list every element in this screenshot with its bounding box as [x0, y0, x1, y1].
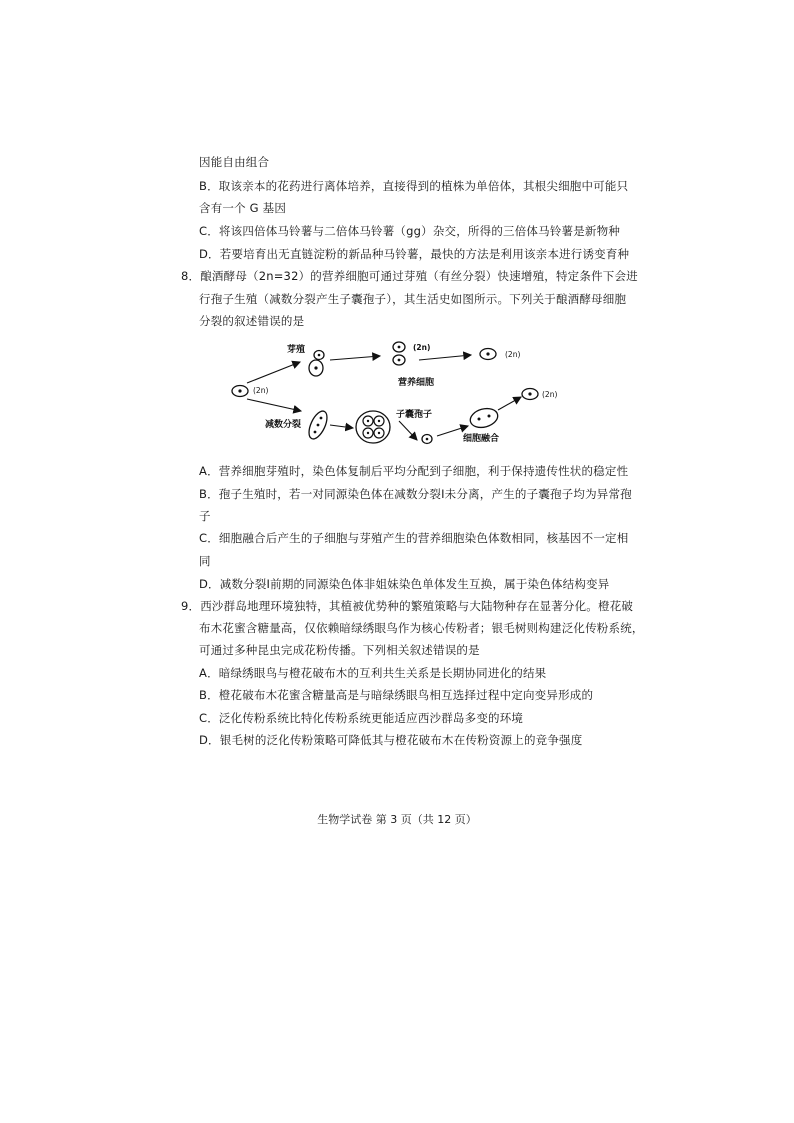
released-spores: [422, 435, 432, 444]
diploid-cell-end: [522, 389, 538, 400]
arrow-to-spores: [399, 421, 417, 440]
label-2n-next: (2n): [505, 350, 521, 359]
q9-option-c: C．泛化传粉系统比特化传粉系统更能适应西沙群岛多变的环境: [199, 711, 524, 725]
arrow-to-diploid-end: [498, 397, 521, 410]
vegetative-cell-next: [480, 349, 496, 360]
label-2n-vegetative: (2n): [413, 343, 431, 352]
arrow-vegetative-repeat: [419, 355, 471, 360]
q9-stem-line2: 布木花蜜含糖量高，仅依赖暗绿绣眼鸟作为核心传粉者；银毛树则构建泛化传粉系统，: [199, 621, 644, 635]
q8-option-b-line1: B．孢子生殖时，若一对同源染色体在减数分裂Ⅰ未分离，产生的子囊孢子均为异常孢: [199, 487, 632, 501]
q9-stem-line3: 可通过多种昆虫完成花粉传播。下列相关叙述错误的是: [199, 643, 480, 657]
diploid-cell-start: [232, 386, 248, 397]
arrow-to-vegetative: [330, 356, 380, 360]
q9-option-a: A．暗绿绣眼鸟与橙花破布木的互利共生关系是长期协同进化的结果: [199, 666, 547, 680]
label-2n-end: (2n): [542, 390, 558, 399]
q8-option-b-line2: 子: [199, 509, 211, 523]
q8-option-c-line2: 同: [199, 554, 211, 568]
q8-stem-line3: 分裂的叙述错误的是: [199, 314, 305, 328]
meiotic-cell: [305, 408, 330, 441]
q8-option-d: D．减数分裂Ⅰ前期的同源染色体非姐妹染色单体发生互换，属于染色体结构变异: [199, 577, 610, 591]
label-2n-start: (2n): [253, 386, 269, 395]
arrow-to-ascus: [330, 425, 353, 428]
q8-stem-line1: 8．酿酒酵母（2n=32）的营养细胞可通过芽殖（有丝分裂）快速增殖，特定条件下会进: [181, 269, 638, 283]
q7-option-b-line1: B．取该亲本的花药进行离体培养，直接得到的植株为单倍体，其根尖细胞中可能只: [199, 179, 629, 193]
yeast-life-cycle-diagram: [225, 335, 558, 455]
q8-option-a: A．营养细胞芽殖时，染色体复制后平均分配到子细胞，利于保持遗传性状的稳定性: [199, 464, 629, 478]
fusing-cells: [468, 406, 500, 431]
label-budding: 芽殖: [287, 345, 306, 355]
vegetative-cells: [393, 342, 405, 365]
arrow-to-budding: [247, 362, 300, 383]
label-cell-fusion: 细胞融合: [463, 434, 500, 444]
q9-option-b: B．橙花破布木花蜜含糖量高是与暗绿绣眼鸟相互选择过程中定向变异形成的: [199, 688, 594, 702]
q7-option-a-end: 因能自由组合: [199, 155, 270, 169]
q9-option-d: D．银毛树的泛化传粉策略可降低其与橙花破布木在传粉资源上的竞争强度: [199, 733, 583, 747]
q9-stem-line1: 9．西沙群岛地理环境独特，其植被优势种的繁殖策略与大陆物种存在显著分化。橙花破: [181, 599, 634, 613]
label-meiosis: 减数分裂: [265, 420, 302, 430]
q7-option-b-line2: 含有一个 G 基因: [199, 201, 287, 215]
label-ascospore: 子囊孢子: [396, 410, 433, 420]
arrow-to-meiosis: [247, 399, 301, 411]
ascus-with-spores: [356, 411, 390, 443]
q8-stem-line2: 行孢子生殖（减数分裂产生子囊孢子），其生活史如图所示。下列关于酿酒酵母细胞: [199, 292, 627, 306]
budding-cell: [309, 351, 324, 377]
q7-option-c: C．将该四倍体马铃薯与二倍体马铃薯（gg）杂交，所得的三倍体马铃薯是新物种: [199, 224, 621, 238]
q8-option-c-line1: C．细胞融合后产生的子细胞与芽殖产生的营养细胞染色体数相同，核基因不一定相: [199, 531, 629, 545]
label-vegetative-cell: 营养细胞: [398, 378, 435, 388]
page-footer: 生物学试卷 第 3 页（共 12 页）: [317, 813, 477, 826]
q7-option-d: D．若要培育出无直链淀粉的新品种马铃薯，最快的方法是利用该亲本进行诱变育种: [199, 247, 630, 261]
